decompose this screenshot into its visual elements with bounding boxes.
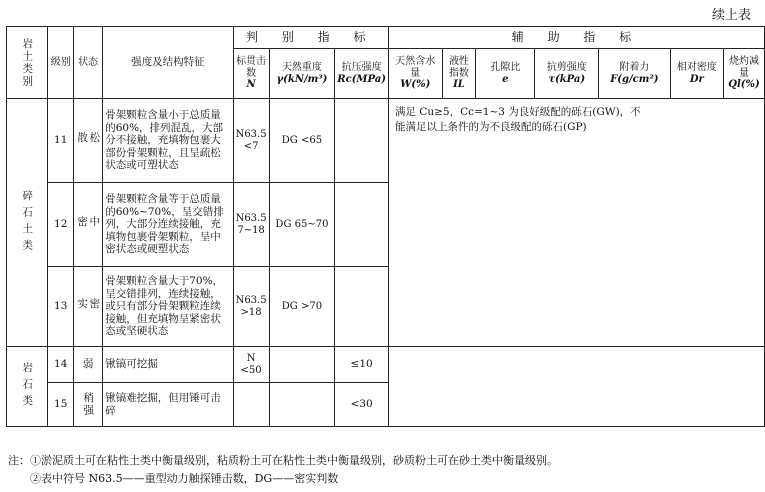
state-cell: 稍强 [74,383,103,427]
grade-cell: 11 [48,99,74,183]
group-rock: 岩石类 [7,347,48,427]
grade-cell: 15 [48,383,74,427]
group-gravel: 碎石土类 [7,99,48,347]
grade-cell: 12 [48,183,74,267]
comp-cell: ≤10 [335,347,389,383]
comp-cell [335,99,389,183]
header-shear: 抗剪强度 τ(kPa) [535,49,599,99]
spt-cell: N63.5 7~18 [233,183,269,267]
desc-cell: 骨架颗粒含量大于70%，呈交错排列，连续接触，或只有部分骨架颗粒连续接触，但充填物呈紧密状态或坚硬状态 [103,267,233,347]
density-cell [269,383,335,427]
header-soil-type: 岩土类别 [7,27,48,99]
header-state: 状态 [74,27,103,99]
spt-cell: N63.5 >18 [233,267,269,347]
desc-cell: 骨架颗粒含量小于总质量的60%，排列混乱，大部分不接触，充填物包裹大部份骨架颗粒，且呈疏松状态或可塑状态 [103,99,233,183]
spt-cell: N63.5 <7 [233,99,269,183]
density-cell: DG 65~70 [269,183,335,267]
spt-cell [233,383,269,427]
spt-cell: N <50 [233,347,269,383]
header-density: 天然重度 γ(kN/m³) [269,49,335,99]
note-2: ②表中符号 N63.5——重型动力触探锤击数，DG——密实判数 [30,472,339,485]
grade-cell: 14 [48,347,74,383]
header-judge-group: 判 别 指 标 [233,27,388,49]
header-reldens: 相对密度 Dr [670,49,723,99]
comp-cell [335,183,389,267]
soil-grade-table [6,26,765,427]
header-comp: 抗压强度 Rc(MPa) [335,49,389,99]
state-cell: 中密 [74,183,103,267]
desc-cell: 锹镐难挖掘，但用锤可击碎 [103,383,233,427]
header-aux-group: 辅 助 指 标 [388,27,764,49]
desc-cell: 骨架颗粒含量等于总质量的60%~70%，呈交错排列，大部分连续接触，充填物包裹骨架颗粒，呈中密状态或硬塑状态 [103,183,233,267]
header-burn: 烧灼减量 Ql(%) [724,49,765,99]
header-liquid: 液性指数 IL [442,49,476,99]
header-void: 孔隙比 e [476,49,535,99]
state-cell: 密实 [74,267,103,347]
comp-cell: <30 [335,383,389,427]
state-cell: 松散 [74,99,103,183]
aux-note-cell: 满足 Cu≥5，Cc=1~3 为良好级配的砾石(GW)，不能满足以上条件的为不良级配的砾石(GP) [388,99,764,347]
state-cell: 弱 [74,347,103,383]
note-1: 注：①淤泥质土可在粘性土类中衡量级别，粘质粉土可在粘性土类中衡量级别，砂质粉土可在砂土类中衡量级别。 [8,454,558,467]
continued-label: 续上表 [711,8,751,23]
header-grade: 级别 [48,27,74,99]
header-strength: 强度及结构特征 [103,27,233,99]
density-cell: DG >70 [269,267,335,347]
header-water: 天然含水量 W(%) [388,49,442,99]
header-adhesion: 附着力 F(g/cm²) [599,49,671,99]
header-spt: 标贯击数 N [233,49,269,99]
desc-cell: 锹镐可挖掘 [103,347,233,383]
density-cell [269,347,335,383]
comp-cell [335,267,389,347]
aux-empty-cell [388,347,764,427]
grade-cell: 13 [48,267,74,347]
density-cell: DG <65 [269,99,335,183]
